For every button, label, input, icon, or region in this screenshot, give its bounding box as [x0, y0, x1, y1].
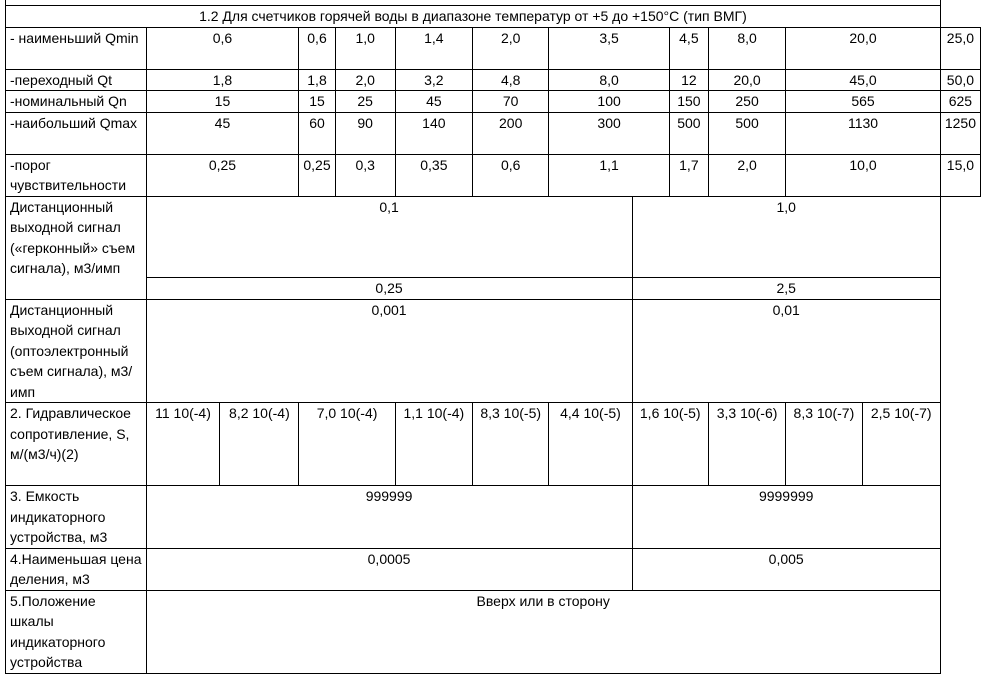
opto-signal-value-a: 0,001 — [146, 299, 632, 403]
flow-value: 4,5 — [669, 27, 708, 69]
flow-value: 25 — [335, 91, 395, 113]
hydraulic-value: 1,6 10(-5) — [632, 403, 708, 486]
flow-value: 565 — [786, 91, 941, 113]
flow-value: 2,0 — [708, 154, 785, 196]
flow-value: 2,0 — [472, 27, 548, 69]
flow-row-label: -переходный Qt — [6, 69, 147, 91]
reed-signal-value-b2: 2,5 — [632, 278, 940, 300]
scale-label: 5.Положение шкалы индикаторного устройства — [6, 590, 147, 673]
flow-value: 0,25 — [146, 154, 299, 196]
division-value-b: 0,005 — [632, 548, 940, 590]
scale-value: Вверх или в сторону — [146, 590, 940, 673]
flow-value: 2,0 — [335, 69, 395, 91]
scale-row — [6, 590, 981, 673]
flow-value: 100 — [549, 91, 669, 113]
flow-value: 0,35 — [395, 154, 472, 196]
flow-value: 3,2 — [395, 69, 472, 91]
flow-value: 15 — [146, 91, 299, 113]
flow-value: 1,7 — [669, 154, 708, 196]
hydraulic-value: 8,3 10(-5) — [472, 403, 548, 486]
division-row — [6, 548, 981, 590]
capacity-label: 3. Емкость индикаторного устройства, м3 — [6, 486, 147, 549]
flow-value: 1,1 — [549, 154, 669, 196]
flow-value: 8,0 — [708, 27, 785, 69]
flow-value: 150 — [669, 91, 708, 113]
hydraulic-value: 8,3 10(-7) — [786, 403, 862, 486]
flow-value: 15,0 — [940, 154, 980, 196]
flow-row-label: -наибольший Qmax — [6, 112, 147, 154]
flow-value: 45 — [395, 91, 472, 113]
hydraulic-value: 11 10(-4) — [146, 403, 220, 486]
hydraulic-value: 8,2 10(-4) — [220, 403, 299, 486]
flow-value: 1250 — [940, 112, 980, 154]
flow-value: 500 — [669, 112, 708, 154]
flow-value: 625 — [940, 91, 980, 113]
flow-value: 1,0 — [335, 27, 395, 69]
flow-value: 0,6 — [472, 154, 548, 196]
flow-value: 12 — [669, 69, 708, 91]
flow-row — [6, 69, 981, 91]
division-value-a: 0,0005 — [146, 548, 632, 590]
flow-row-label: -номинальный Qn — [6, 91, 147, 113]
opto-signal-value-b: 0,01 — [632, 299, 940, 403]
flow-value: 3,5 — [549, 27, 669, 69]
flow-value: 90 — [335, 112, 395, 154]
hydraulic-row — [6, 403, 981, 486]
flow-value: 20,0 — [786, 27, 941, 69]
flow-value: 70 — [472, 91, 548, 113]
hydraulic-value: 4,4 10(-5) — [549, 403, 632, 486]
flow-value: 15 — [299, 91, 335, 113]
flow-row — [6, 27, 981, 69]
flow-value: 140 — [395, 112, 472, 154]
flow-value: 50,0 — [940, 69, 980, 91]
reed-signal-row-2 — [6, 278, 981, 300]
flow-value: 1,8 — [146, 69, 299, 91]
flow-value: 20,0 — [708, 69, 785, 91]
section-header: 1.2 Для счетчиков горячей воды в диапазоне температур от +5 до +150°С (тип ВМГ) — [6, 6, 941, 28]
flow-value: 25,0 — [940, 27, 980, 69]
flow-value: 300 — [549, 112, 669, 154]
hydraulic-value: 3,3 10(-6) — [708, 403, 785, 486]
flow-value: 200 — [472, 112, 548, 154]
flow-value: 60 — [299, 112, 335, 154]
flow-row — [6, 91, 981, 113]
hydraulic-value: 7,0 10(-4) — [299, 403, 395, 486]
flow-value: 0,6 — [299, 27, 335, 69]
header-row — [6, 6, 981, 28]
flow-row — [6, 154, 981, 196]
flow-value: 500 — [708, 112, 785, 154]
flow-row-label: - наименьший Qmin — [6, 27, 147, 69]
hydraulic-value: 1,1 10(-4) — [395, 403, 472, 486]
opto-signal-label: Дистанционный выходной сигнал (оптоэлектронный съем сигнала), м3/имп — [6, 299, 147, 403]
reed-signal-value-a: 0,1 — [146, 196, 632, 278]
hydraulic-value: 2,5 10(-7) — [862, 403, 940, 486]
division-label: 4.Наименьшая цена деления, м3 — [6, 548, 147, 590]
capacity-value-a: 999999 — [146, 486, 632, 549]
hydraulic-label: 2. Гидравлическое сопротивление, S, м/(м3/ч)(2) — [6, 403, 147, 486]
flow-value: 10,0 — [786, 154, 941, 196]
capacity-row — [6, 486, 981, 549]
flow-value: 45 — [146, 112, 299, 154]
flow-value: 1,8 — [299, 69, 335, 91]
reed-signal-label: Дистанционный выходной сигнал («герконный» съем сигнала), м3/имп — [6, 196, 147, 299]
flow-row-label: -порог чувствительности — [6, 154, 147, 196]
flow-value: 45,0 — [786, 69, 941, 91]
flow-value: 0,25 — [299, 154, 335, 196]
reed-signal-value-a2: 0,25 — [146, 278, 632, 300]
opto-signal-row — [6, 299, 981, 403]
hot-water-meter-specs-table — [5, 0, 981, 674]
reed-signal-value-b: 1,0 — [632, 196, 940, 278]
flow-value: 250 — [708, 91, 785, 113]
flow-value: 0,6 — [146, 27, 299, 69]
flow-row — [6, 112, 981, 154]
capacity-value-b: 9999999 — [632, 486, 940, 549]
flow-value: 4,8 — [472, 69, 548, 91]
flow-value: 0,3 — [335, 154, 395, 196]
flow-value: 1,4 — [395, 27, 472, 69]
reed-signal-row — [6, 196, 981, 278]
flow-value: 1130 — [786, 112, 941, 154]
flow-value: 8,0 — [549, 69, 669, 91]
